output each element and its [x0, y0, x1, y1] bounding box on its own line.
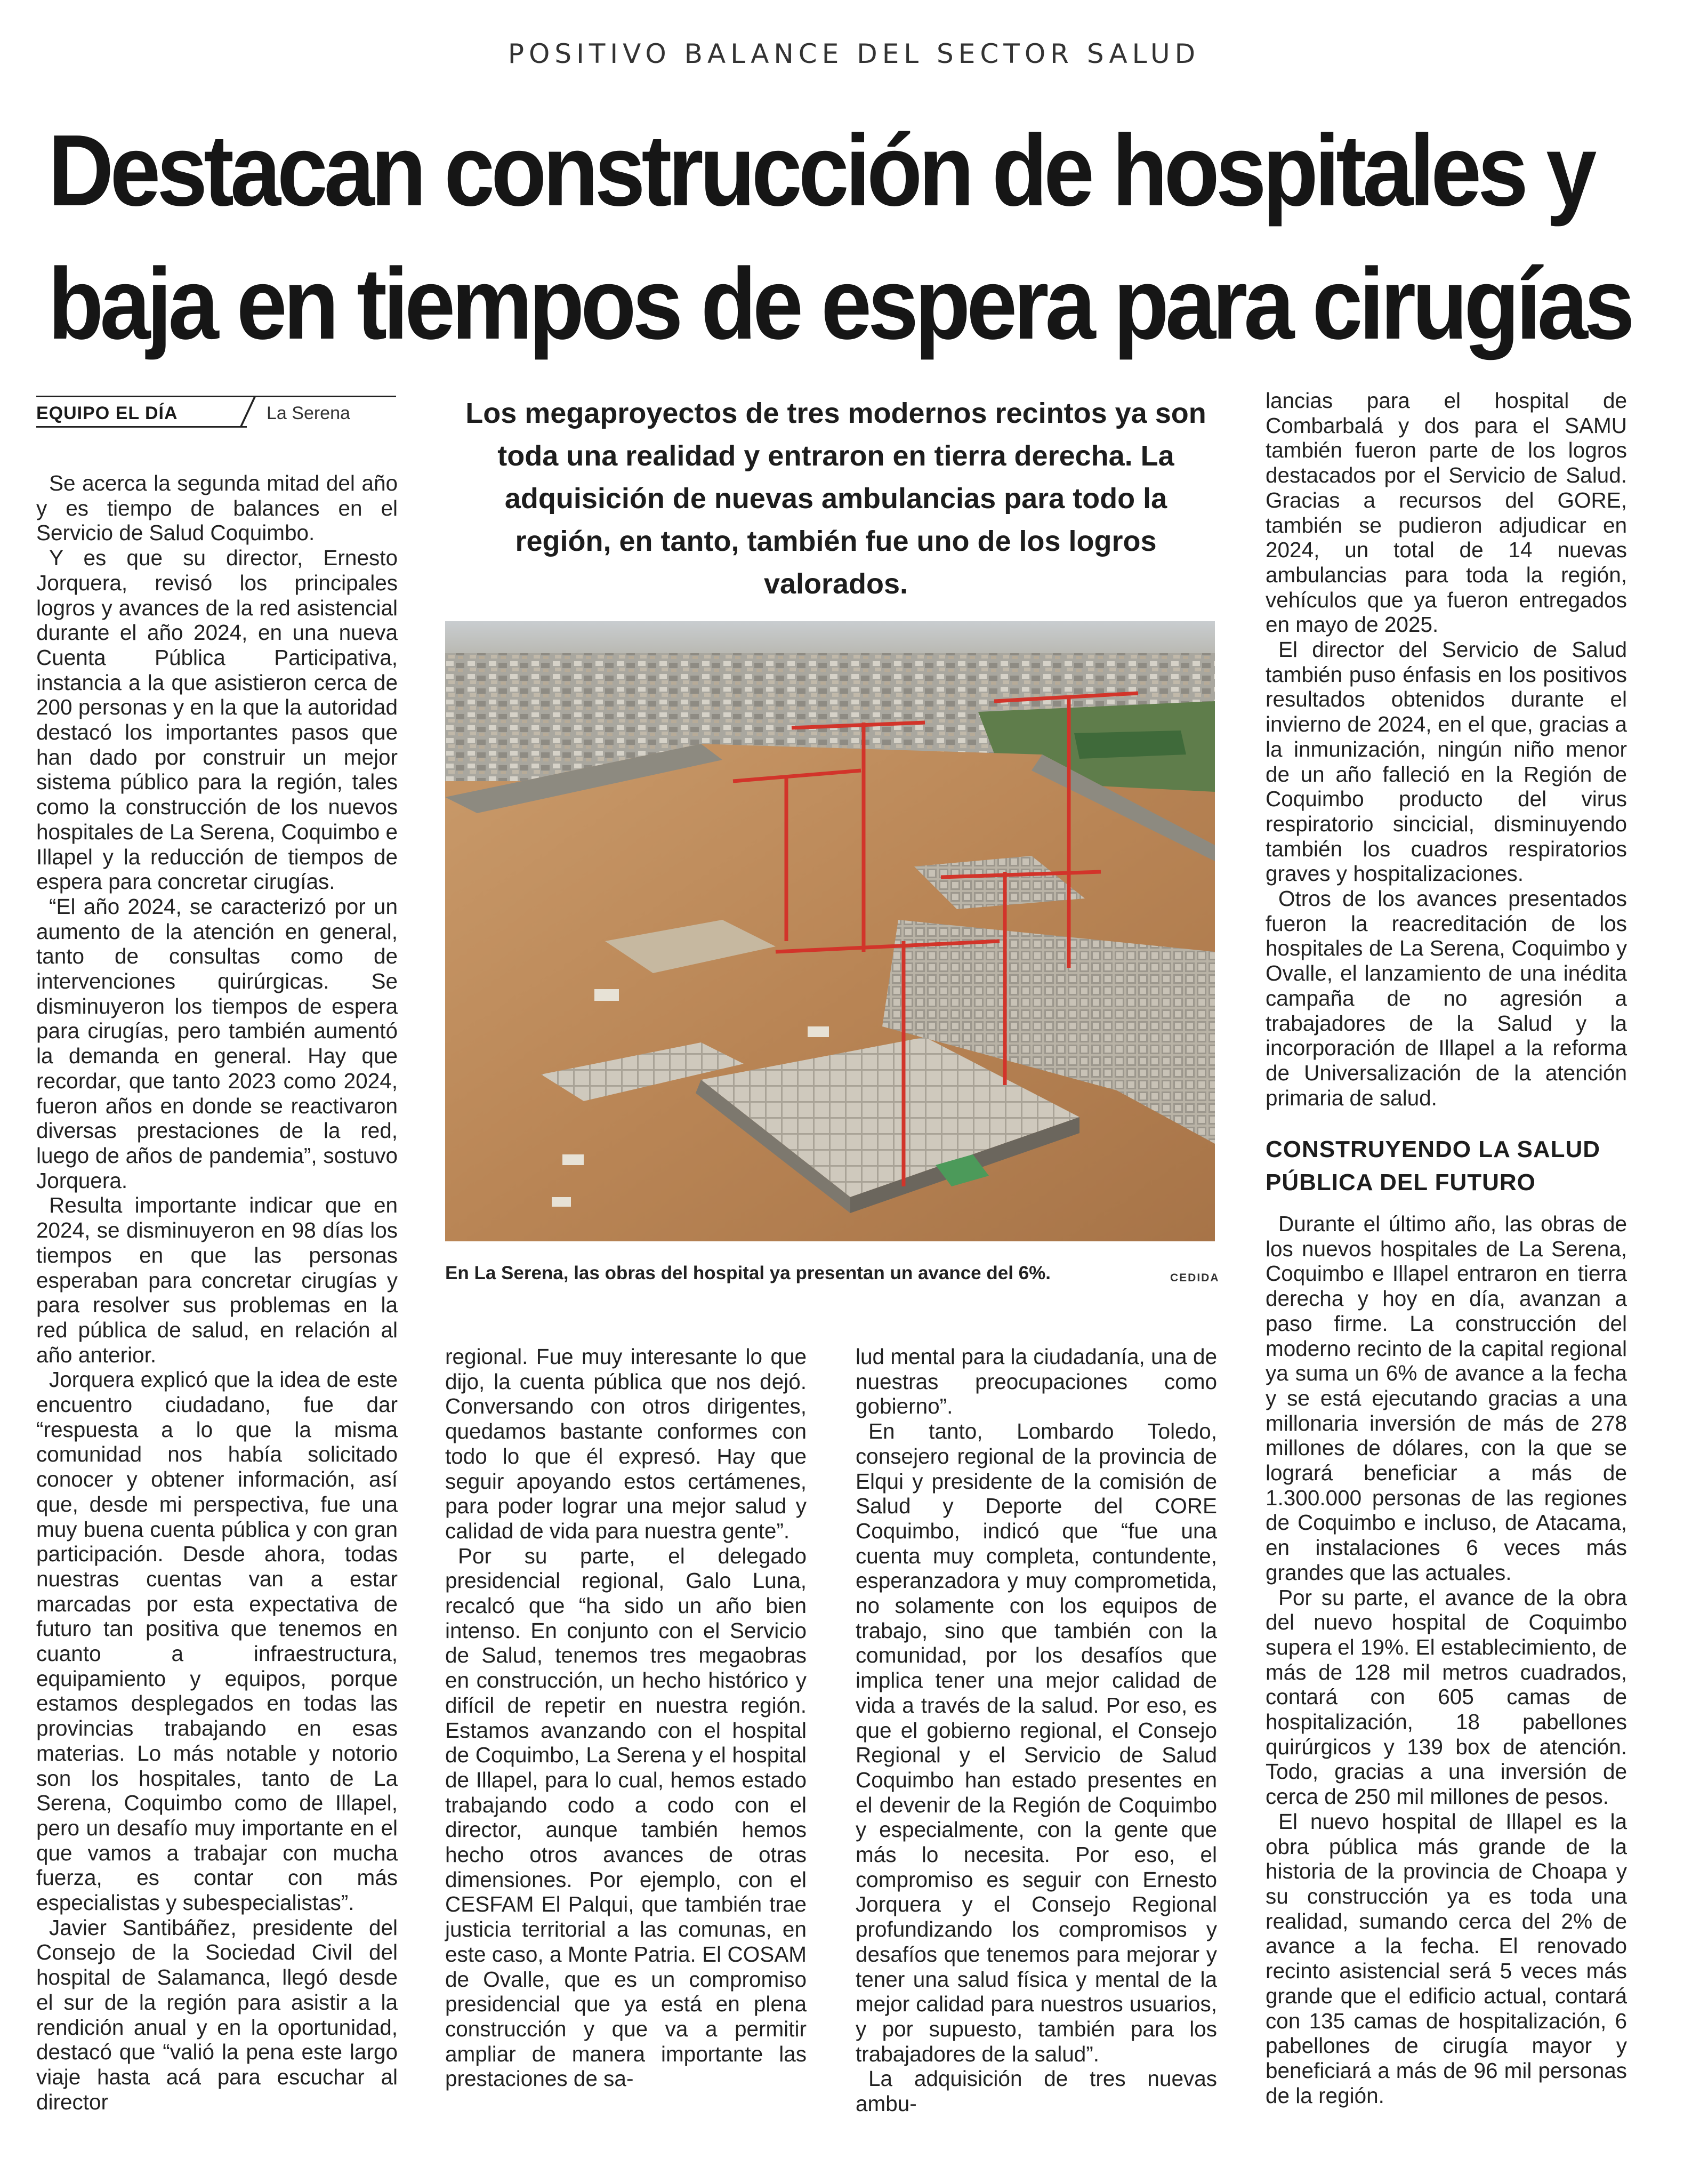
- photo-credit: CEDIDA: [1170, 1272, 1220, 1284]
- paragraph: Resulta importante indicar que en 2024, se disminuyeron en 98 días los tiempos en que las personas esperaban para concretar cirugías y para resolver sus problemas en la red pública de salud, en relación al año anterior.: [36, 1193, 398, 1367]
- article-column-2: [445, 1344, 807, 2091]
- byline-city: La Serena: [267, 403, 350, 423]
- section-subhead: CONSTRUYENDO LA SALUD PÚBLICA DEL FUTURO: [1266, 1136, 1601, 1195]
- paragraph: Jorquera explicó que la idea de este encuentro ciudadano, fue dar “respuesta a lo que la misma comunidad nos había solicitado conocer y obtener información, así que, desde mi perspectiva, fue una muy buena cuenta pública y con gran participación. Desde ahora, todas nuestras cuentas van a estar marcadas por esta expectativa de futuro tan positiva que tenemos en cuanto a infraestructura, equipamiento y equipos, porque estamos desplegados en todas las provincias trabajando en esas materias. Lo más notable y notorio son los hospitales, tanto de La Serena, Coquimbo como de Illapel, pero un desafío muy importante en el que vamos a trabajar con mucha fuerza, es contar con más especialistas y subespecialistas”.: [36, 1367, 398, 1915]
- paragraph: El director del Servicio de Salud también puso énfasis en los positivos resultados obtenidos durante el invierno de 2024, en el que, gracias a la inmunización, ningún niño menor de un año falleció en la Región de Coquimbo producto del virus respiratorio sincicial, disminuyendo también los cuadros respiratorios graves y hospitalizaciones.: [1266, 637, 1627, 886]
- paragraph: El nuevo hospital de Illapel es la obra pública más grande de la historia de la provincia de Choapa y su construcción ya es toda una realidad, sumando cerca del 2% de avance a la fecha. El renovado recinto asistencial será 5 veces más grande que el edificio actual, contará con 135 camas de hospitalización, 6 pabellones de cirugía mayor y beneficiará a más de 96 mil personas de la región.: [1266, 1809, 1627, 2108]
- article-column-4-continued: [1266, 1211, 1627, 2108]
- section-kicker: POSITIVO BALANCE DEL SECTOR SALUD: [507, 38, 1201, 69]
- paragraph: Y es que su director, Ernesto Jorquera, revisó los principales logros y avances de la red asistencial durante el año 2024, en una nueva Cuenta Pública Participativa, instancia a la que asistieron cerca de 200 personas y en la que la autoridad destacó los importantes pasos que han dado por construir un mejor sistema público para la región, tales como la construcción de los nuevos hospitales de La Serena, Coquimbo e Illapel y la reducción de tiempos de espera para concretar cirugías.: [36, 545, 398, 894]
- paragraph: “El año 2024, se caracterizó por un aumento de la atención en general, tanto de consultas como de intervenciones quirúrgicas. Se disminuyeron los tiempos de espera para cirugías, pero también aumentó la demanda en general. Hay que recordar, que tanto 2023 como 2024, fueron años en donde se reactivaron diversas prestaciones de la red, luego de años de pandemia”, sostuvo Jorquera.: [36, 894, 398, 1193]
- headline-line-2: baja en tiempos de espera para cirugías: [48, 247, 1631, 360]
- byline-top-rule: [36, 396, 396, 397]
- headline-line-1: Destacan construcción de hospitales y: [48, 114, 1593, 227]
- paragraph: En tanto, Lombardo Toledo, consejero regional de la provincia de Elqui y presidente de la comisión de Salud y Deporte del CORE Coquimbo, indicó que “fue una cuenta muy completa, contundente, esperanzadora y muy comprometida, no solamente con los equipos de trabajo, sino que también con la comunidad, por los desafíos que implica tener una mejor calidad de vida a través de la salud. Por eso, es que el gobierno regional, el Consejo Regional y el Servicio de Salud Coquimbo han estado presentes en el devenir de la Región de Coquimbo y especialmente, con la gente que más lo necesita. Por eso, el compromiso es seguir con Ernesto Jorquera y el Consejo Regional profundizando los compromisos y desafíos que tenemos para mejorar y tener una salud física y mental de la mejor calidad para nuestros usuarios, y por supuesto, también para los trabajadores de la salud”.: [856, 1419, 1217, 2066]
- paragraph: lancias para el hospital de Combarbalá y dos para el SAMU también fueron parte de los logros destacados por el Servicio de Salud. Gracias a recursos del GORE, también se pudieron adjudicar en 2024, un total de 14 nuevas ambulancias para toda la región, vehículos que ya fueron entregados en mayo de 2025.: [1266, 388, 1627, 637]
- paragraph: Por su parte, el delegado presidencial regional, Galo Luna, recalcó que “ha sido un año bien intenso. En conjunto con el Servicio de Salud, tenemos tres megaobras en construcción, un hecho histórico y difícil de repetir en nuestra región. Estamos avanzando con el hospital de Coquimbo, La Serena y el hospital de Illapel, para lo cual, hemos estado trabajando codo a codo con el director, aunque también hemos hecho otros avances de otras dimensiones. Por ejemplo, con el CESFAM El Palqui, que también trae justicia territorial a las comunas, en este caso, a Monte Patria. El COSAM de Ovalle, que es un compromiso presidencial que ya está en plena construcción y que va a permitir ampliar de manera importante las prestaciones de sa-: [445, 1543, 807, 2091]
- article-column-1: [36, 471, 398, 2114]
- photo-caption: En La Serena, las obras del hospital ya presentan un avance del 6%.: [445, 1263, 1051, 1283]
- paragraph: Javier Santibáñez, presidente del Consejo de la Sociedad Civil del hospital de Salamanca, llegó desde el sur de la región para asistir a la rendición anual y en la oportunidad, destacó que “valió la pena este largo viaje hasta acá para escuchar al director: [36, 1915, 398, 2114]
- paragraph: lud mental para la ciudadanía, una de nuestras preocupaciones como gobierno”.: [856, 1344, 1217, 1419]
- paragraph: regional. Fue muy interesante lo que dijo, la cuenta pública que nos dejó. Conversando con otros dirigentes, quedamos bastante conformes con todo lo que él expresó. Hay que seguir apoyando estos certámenes, para poder lograr una mejor salud y calidad de vida para nuestra gente”.: [445, 1344, 807, 1543]
- byline-divider: [240, 397, 256, 427]
- byline-team: EQUIPO EL DÍA: [36, 403, 178, 423]
- article-column-3: [856, 1344, 1217, 2116]
- paragraph: Otros de los avances presentados fueron la reacreditación de los hospitales de La Serena, Coquimbo y Ovalle, el lanzamiento de una inédita campaña de no agresión a trabajadores de la Salud y la incorporación de Illapel a la reforma de Universalización de la atención primaria de salud.: [1266, 886, 1627, 1110]
- paragraph: La adquisición de tres nuevas ambu-: [856, 2066, 1217, 2116]
- article-column-4: [1266, 388, 1627, 1110]
- paragraph: Durante el último año, las obras de los nuevos hospitales de La Serena, Coquimbo e Illapel entraron en tierra derecha y hoy en día, avanzan a paso firme. La construcción del moderno recinto de la capital regional ya suma un 6% de avance a la fecha y se está ejecutando gracias a una millonaria inversión de más de 278 millones de dólares, con la que se logrará beneficiar a más de 1.300.000 personas de las regiones de Coquimbo e incluso, de Atacama, en instalaciones 6 veces más grandes que las actuales.: [1266, 1211, 1627, 1585]
- byline-bottom-rule: [36, 426, 247, 428]
- construction-site-photo: [445, 621, 1215, 1241]
- lead-summary: Los megaproyectos de tres modernos recintos ya son toda una realidad y entraron en tierra derecha. La adquisición de nuevas ambulancias para todo la región, en tanto, también fue uno de los logros valorados.: [465, 397, 1206, 600]
- headline: [48, 104, 1631, 371]
- paragraph: Por su parte, el avance de la obra del nuevo hospital de Coquimbo supera el 19%. El establecimiento, de más de 128 mil metros cuadrados, contará con 605 camas de hospitalización, 18 pabellones quirúrgicos y 139 box de atención. Todo, gracias a una inversión de cerca de 250 mil millones de pesos.: [1266, 1585, 1627, 1809]
- byline: [36, 396, 396, 428]
- paragraph: Se acerca la segunda mitad del año y es tiempo de balances en el Servicio de Salud Coquimbo.: [36, 471, 398, 545]
